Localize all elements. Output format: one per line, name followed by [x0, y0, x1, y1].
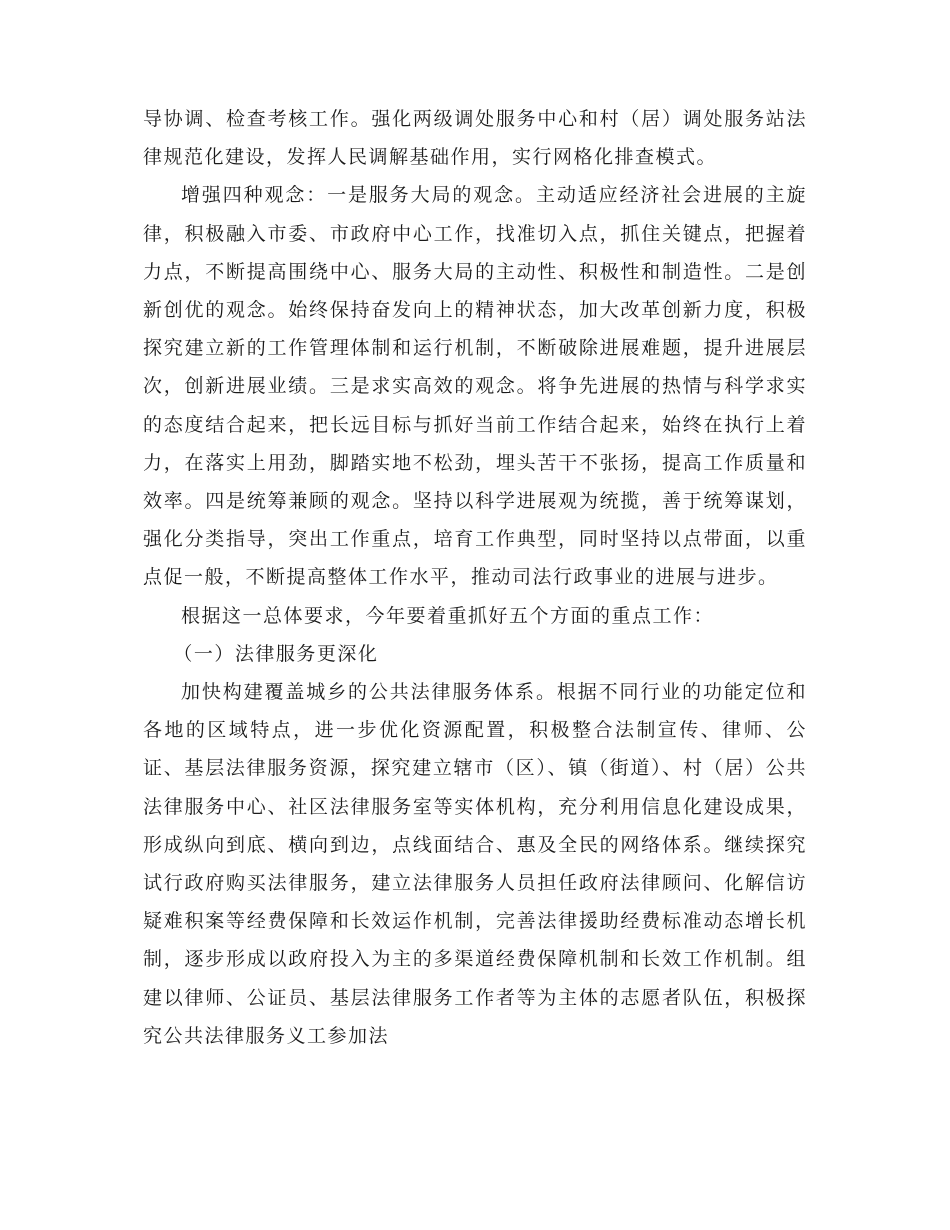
document-page: [143, 100, 807, 1055]
paragraph-overall-requirement: 根据这一总体要求，今年要着重抓好五个方面的重点工作：: [181, 604, 715, 627]
paragraph-four-concepts: 增强四种观念：一是服务大局的观念。主动适应经济社会进展的主旋律，积极融入市委、市政府中心工作，找准切入点，抓住关键点，把握着力点，不断提高围绕中心、服务大局的主动性、积极性和制造性。二是创新创优的观念。始终保持奋发向上的精神状态，加大改革创新力度，积极探究建立新的工作管理体制和运行机制，不断破除进展难题，提升进展层次，创新进展业绩。三是求实高效的观念。将争先进展的热情与科学求实的态度结合起来，把长远目标与抓好当前工作结合起来，始终在执行上着力，在落实上用劲，脚踏实地不松劲，埋头苦干不张扬，提高工作质量和效率。四是统筹兼顾的观念。坚持以科学进展观为统揽，善于统筹谋划，强化分类指导，突出工作重点，培育工作典型，同时坚持以点带面，以重点促一般，不断提高整体工作水平，推动司法行政事业的进展与进步。: [143, 184, 807, 589]
section-heading: （一）法律服务更深化: [173, 642, 379, 665]
paragraph-legal-service-system: 加快构建覆盖城乡的公共法律服务体系。根据不同行业的功能定位和各地的区域特点，进一步优化资源配置，积极整合法制宣传、律师、公证、基层法律服务资源，探究建立辖市（区）、镇（街道）、村（居）公共法律服务中心、社区法律服务室等实体机构，充分利用信息化建设成果，形成纵向到底、横向到边，点线面结合、惠及全民的网络体系。继续探究试行政府购买法律服务，建立法律服务人员担任政府法律顾问、化解信访疑难积案等经费保障和长效运作机制，完善法律援助经费标准动态增长机制，逐步形成以政府投入为主的多渠道经费保障机制和长效工作机制。组建以律师、公证员、基层法律服务工作者等为主体的志愿者队伍，积极探究公共法律服务义工参加法: [143, 681, 807, 1047]
paragraph-continuation: 导协调、检查考核工作。强化两级调处服务中心和村（居）调处服务站法律规范化建设，发挥人民调解基础作用，实行网格化排查模式。: [143, 108, 807, 169]
